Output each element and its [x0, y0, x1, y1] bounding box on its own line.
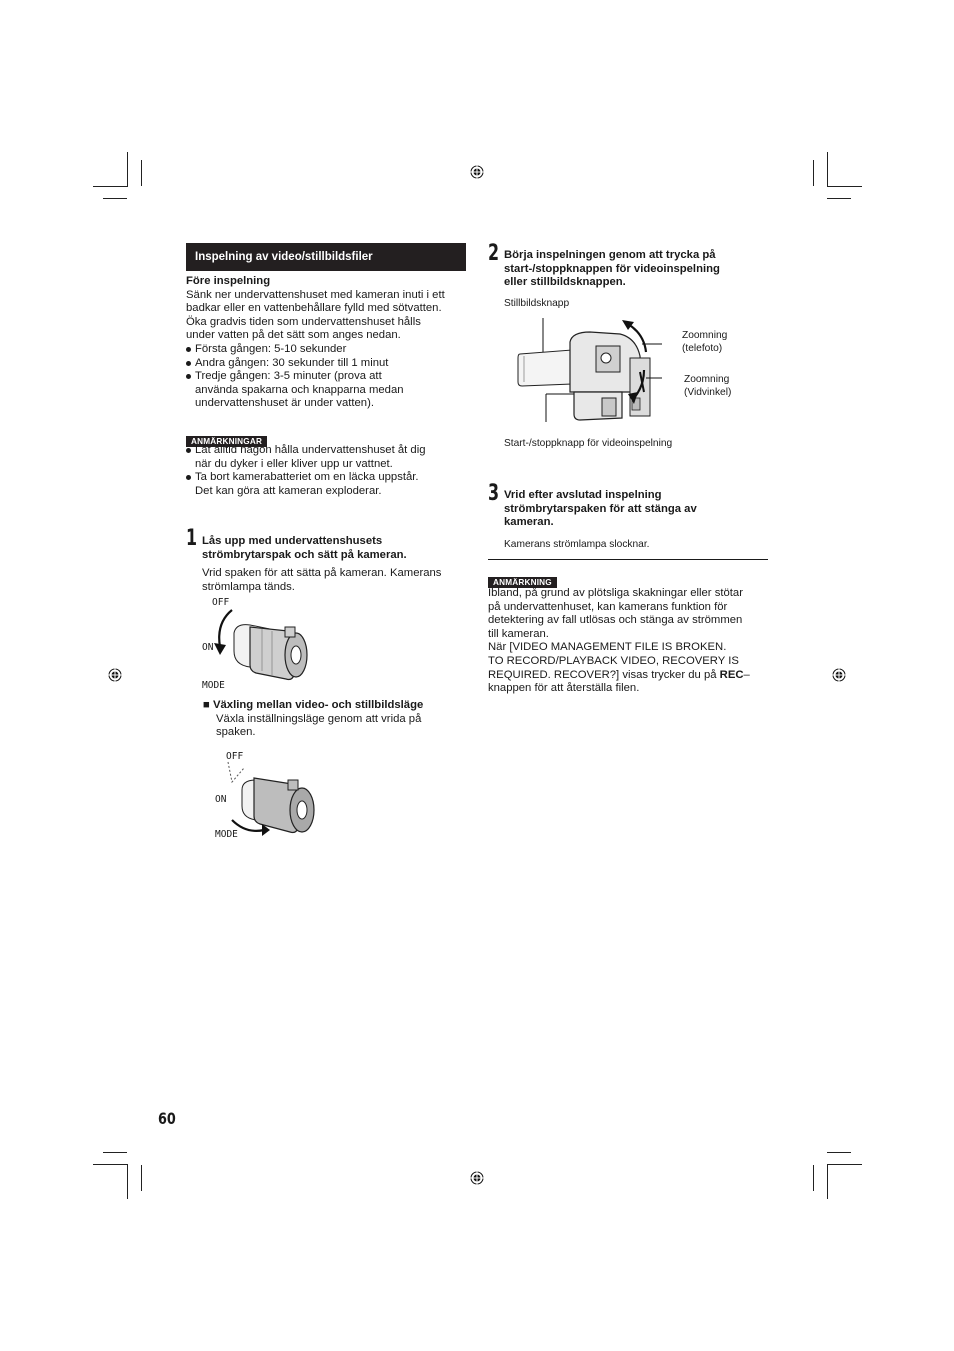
note-badge: ANMÄRKNING: [488, 572, 557, 590]
switch-mode-body: spaken.: [216, 726, 256, 739]
page-number: 60: [158, 1109, 176, 1128]
time-item-cont: undervattenshuset är under vatten).: [195, 397, 374, 410]
step-2-title: Börja inspelningen genom att trycka på start-/stoppknappen för videoinspelning eller stillbildsknappen.: [504, 249, 720, 289]
note-item-cont: Det kan göra att kameran exploderar.: [195, 484, 382, 497]
time-item: Andra gången: 30 sekunder till 1 minut: [186, 357, 468, 371]
dial1-off-label: OFF: [212, 597, 230, 608]
note-item: Ta bort kamerabatteriet om en läcka uppstår.: [186, 471, 468, 485]
still-button-label: Stillbildsknapp: [504, 298, 570, 309]
step-1-body: Vrid spaken för att sätta på kameran. Kamerans strömlampa tänds.: [202, 567, 442, 593]
time-item: Tredje gången: 3-5 minuter (prova att: [186, 370, 468, 384]
start-stop-label: Start-/stoppknapp för videoinspelning: [504, 438, 673, 449]
note-text: Ibland, på grund av plötsliga skakningar eller stötar på undervattenhuset, kan kamerans funktion för detektering av fall utlösas och stänga av strömmen till kameran. När [VIDEO MANAGEMENT FILE IS BROKEN. TO RECORD/PLAYBACK VIDEO, RECOVERY IS REQUIRED. RECOVER?] visas trycker du på REC– knappen för att återställa filen.: [488, 587, 750, 695]
registration-mark-left: [108, 668, 122, 682]
before-recording-block: [186, 275, 468, 411]
switch-mode-title: Växling mellan video- och stillbildsläge: [212, 699, 424, 711]
before-line: badkar eller en vattenbehållare fylld med sötvatten.: [186, 302, 442, 315]
zoom-wide-label: Zoomning (Vidvinkel): [684, 374, 732, 398]
square-bullet-icon: ■: [203, 699, 210, 711]
section-title: Inspelning av video/stillbildsfiler: [195, 251, 373, 263]
step-2-number: 2: [488, 241, 500, 266]
section-title-bar: [186, 243, 466, 271]
switch-mode-block: [203, 699, 473, 740]
note-item-cont: när du dyker i eller kliver upp ur vattnet.: [195, 457, 393, 470]
divider: [488, 559, 768, 560]
switch-mode-body: Växla inställningsläge genom att vrida på: [216, 712, 422, 725]
notes-list: [186, 444, 468, 498]
before-line: Öka gradvis tiden som undervattenshuset hålls: [186, 315, 421, 328]
before-heading: Före inspelning: [186, 275, 271, 287]
step-3-title: Vrid efter avslutad inspelning strömbrytarspaken för att stänga av kameran.: [504, 489, 697, 529]
registration-mark-top: [470, 165, 484, 179]
zoom-tele-label: Zoomning (telefoto): [682, 330, 728, 354]
step-1-title: Lås upp med undervattenshusets strömbrytarspak och sätt på kameran.: [202, 535, 407, 561]
camera-housing-illustration: [510, 312, 670, 427]
dial2-on-label: ON: [215, 794, 227, 805]
registration-mark-right: [832, 668, 846, 682]
time-item-cont: använda spakarna och knapparna medan: [195, 383, 404, 396]
dial1-mode-label: MODE: [202, 680, 225, 691]
dial2-mode-label: MODE: [215, 829, 238, 840]
step-1-number: 1: [186, 526, 198, 551]
power-lever-illustration-mode: [222, 760, 322, 840]
before-line: under vatten på det sätt som anges nedan.: [186, 329, 401, 342]
notes-badge: ANMÄRKNINGAR: [186, 431, 267, 449]
registration-mark-bottom: [470, 1171, 484, 1185]
dial2-off-label: OFF: [226, 751, 244, 762]
note-item: Låt alltid någon hålla undervattenshuset åt dig: [186, 444, 468, 458]
before-line: Sänk ner undervattenshuset med kameran inuti i ett: [186, 288, 445, 301]
rec-button-name: REC: [719, 668, 744, 681]
step-3-body: Kamerans strömlampa slocknar.: [504, 539, 650, 550]
dial1-on-label: ON: [202, 642, 214, 653]
step-3-number: 3: [488, 481, 500, 506]
power-lever-illustration-on: [210, 605, 320, 685]
time-item: Första gången: 5-10 sekunder: [186, 343, 468, 357]
